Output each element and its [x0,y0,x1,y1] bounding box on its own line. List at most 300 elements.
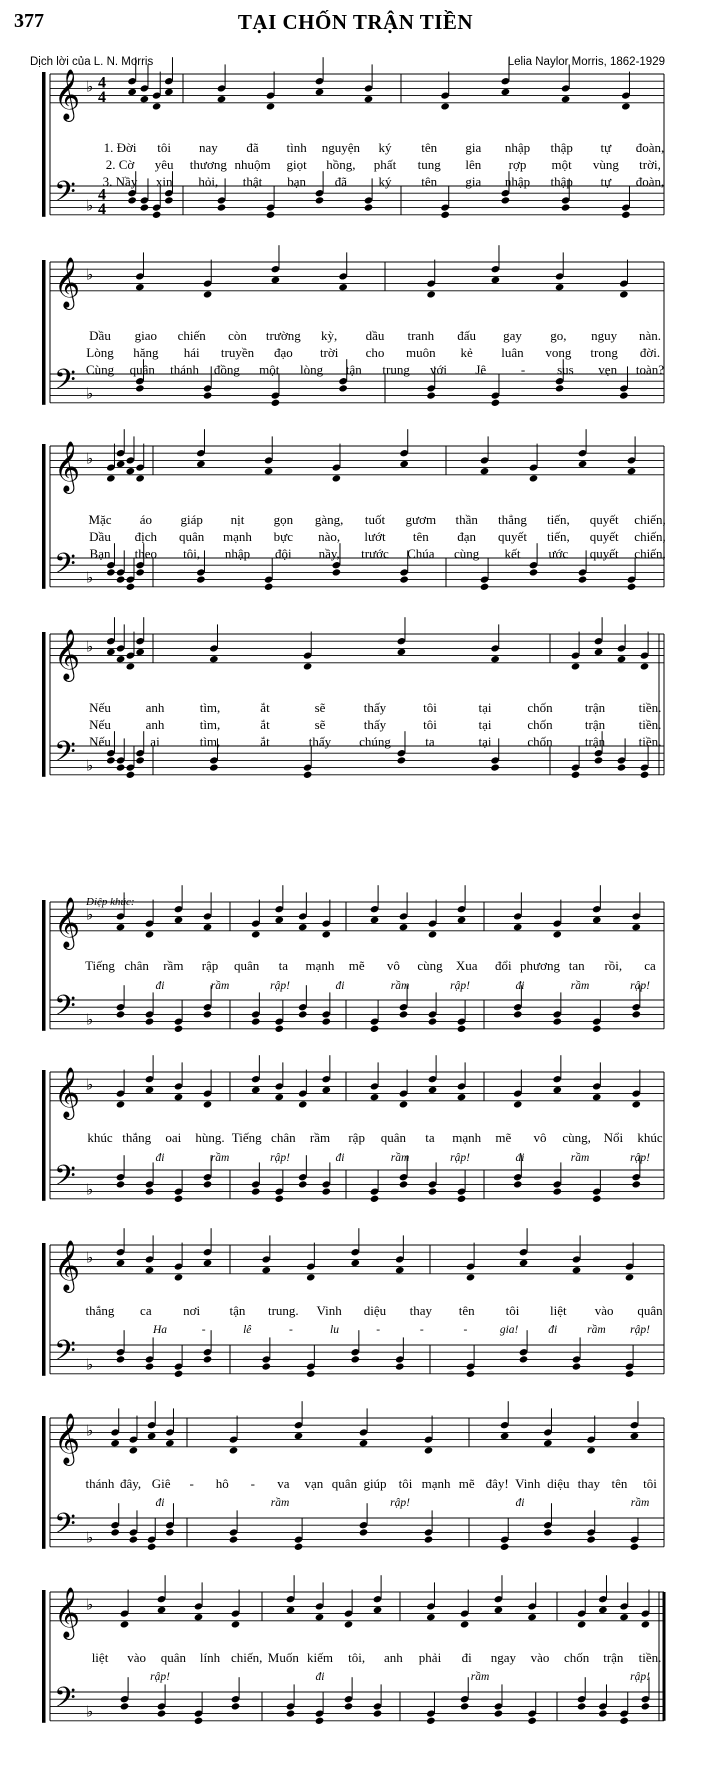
flat-icon: ♭ [86,905,94,924]
bass-word: - [419,1324,424,1336]
lyric-word: nay [198,140,218,155]
lyric-word: ngay [490,1650,516,1665]
lyric-word: diệu [363,1303,387,1318]
bass-word: gia! [499,1324,519,1336]
lyric-word: lên [465,157,482,172]
lyric-word: chân [271,1130,296,1145]
lyric-word: tìm, [199,717,221,732]
lyric-word: vào [594,1303,614,1318]
lyric-word: bạn [287,174,307,189]
lyric-word: Nếu [89,700,111,715]
treble-clef-icon: 𝄞 [54,896,81,948]
lyric-word: ta [425,734,435,749]
lyric-word: đấu [457,328,477,343]
lyric-word: nơi [183,1303,201,1318]
flat-icon: ♭ [86,756,94,775]
lyric-word: - [189,1476,194,1491]
lyric-word: thắng [85,1303,115,1318]
bass-word: rầm [570,980,590,992]
lyric-word: gay [503,328,522,343]
translator-credit: Dịch lời của L. N. Morris [30,56,154,68]
treble-clef-icon: 𝄞 [54,1586,81,1638]
flat-icon: ♭ [86,568,94,587]
lyric-word: mạnh [305,958,335,973]
lyric-word: vô [386,958,400,973]
time-signature: 4 [98,200,106,218]
lyric-word: Muốn [267,1650,299,1665]
treble-clef-icon: 𝄞 [54,256,81,308]
lyric-word: trường [265,328,301,343]
lyric-word: chiến, [634,512,666,527]
flat-icon: ♭ [86,1355,94,1374]
lyric-word: lướt [364,529,386,544]
lyric-word: truyền [220,345,255,360]
lyric-word: Dầu [89,529,111,544]
lyric-word: lính [199,1650,221,1665]
bass-word: rập! [630,1324,650,1336]
bass-clef-icon: 𝄢 [54,735,76,776]
flat-icon: ♭ [86,384,94,403]
lyric-word: giúp [363,1476,387,1491]
hymn-title: TẠI CHỐN TRẬN TIỀN [237,10,474,34]
bass-word: đi [155,980,165,992]
lyric-word: trận [584,734,606,749]
lyric-word: tiền. [638,700,662,715]
lyric-word: toàn? [635,362,665,377]
lyric-word: với [429,362,447,377]
lyric-word: đội [275,546,292,561]
bass-clef-icon: 𝄢 [54,547,76,588]
lyric-word: chốn [527,717,553,732]
lyric-word: mạnh [223,529,252,544]
lyric-word: quân [234,958,260,973]
lyric-word: đây, [119,1476,142,1491]
lyric-word: hùng. [195,1130,225,1145]
lyric-word: anh [145,700,165,715]
lyric-word: cùng, [562,1130,591,1145]
bass-word: rập! [450,980,470,992]
lyric-word: tự [600,140,612,155]
lyric-word: muôn [406,345,436,360]
lyric-word: thấy [308,734,332,749]
bass-word: đi [315,1671,325,1683]
bass-word: đi [335,980,345,992]
lyric-word: hỏi, [198,174,219,189]
lyric-word: trung [382,362,410,377]
lyric-word: tôi [157,140,172,155]
flat-icon: ♭ [86,196,94,215]
lyric-word: Xua [455,958,478,973]
lyric-word: trận [584,700,606,715]
lyric-word: quân [129,362,155,377]
lyric-word: mạnh [452,1130,482,1145]
bass-word: rập! [450,1152,470,1164]
bass-word: Ha [152,1324,168,1336]
lyric-word: phương [520,958,560,973]
lyric-word: Tiếng [231,1130,262,1145]
lyric-word: tên [611,1476,628,1491]
lyric-word: gàng, [314,512,344,527]
hymn-number: 377 [14,10,44,32]
lyric-word: rầm [163,958,184,973]
bass-word: đi [515,1152,525,1164]
lyric-word: rồi, [604,958,623,973]
lyric-word: tôi, [183,546,201,561]
bass-clef-icon: 𝄢 [54,175,76,216]
lyric-word: trước [361,546,389,561]
lyric-word: rợp [508,157,527,172]
lyric-word: vô [533,1130,547,1145]
bass-word: rầm [270,1497,290,1509]
lyric-word: ai [150,734,160,749]
bass-word: đi [515,1497,525,1509]
lyric-word: đạn [457,529,477,544]
lyric-word: Jê [475,362,487,377]
lyric-word: vào [530,1650,550,1665]
lyric-word: chiến, [230,1650,263,1665]
lyric-word: giọt [286,157,307,172]
flat-icon: ♭ [86,77,94,96]
lyric-word: hô [215,1476,229,1491]
lyric-word: tôi [505,1303,520,1318]
lyric-word: ắt [260,717,270,732]
lyric-word: chúng [359,734,391,749]
lyric-word: giáp [180,512,203,527]
bass-word: rập! [390,1497,410,1509]
lyric-word: Cùng [85,362,115,377]
lyric-word: một [259,362,280,377]
bass-word: rập! [630,1152,650,1164]
bass-word: đi [155,1497,165,1509]
lyric-word: quyết [498,529,527,544]
lyric-word: sus [557,362,574,377]
lyric-word: còn [228,328,247,343]
treble-clef-icon: 𝄞 [54,1412,81,1464]
lyric-word: thấy [363,717,387,732]
lyric-word: hái [183,345,200,360]
bass-word: - [288,1324,293,1336]
flat-icon: ♭ [86,1248,94,1267]
lyric-word: gươm [405,512,437,527]
lyric-word: ta [425,1130,435,1145]
bass-clef-icon: 𝄢 [54,1681,76,1722]
lyric-word: ắt [260,734,270,749]
treble-clef-icon: 𝄞 [54,1066,81,1118]
flat-icon: ♭ [86,1180,94,1199]
lyric-word: ký [378,140,392,155]
flat-icon: ♭ [86,265,94,284]
bass-word: - [376,1324,381,1336]
lyric-word: một [551,157,572,172]
time-signature: 4 [98,88,106,106]
lyric-word: Chúa [407,546,435,561]
lyric-word: vẹn [598,362,618,377]
lyric-word: Giê [151,1476,171,1491]
lyric-word: đồng [213,362,240,377]
lyric-word: tên [458,1303,475,1318]
lyric-word: mẽ [458,1476,475,1491]
lyric-word: chân [124,958,149,973]
lyric-word: ca [140,1303,152,1318]
bass-clef-icon: 𝄢 [54,1507,76,1548]
lyric-word: đã [246,140,259,155]
lyric-word: Vinh [316,1303,342,1318]
lyric-word: tôi, [348,1650,366,1665]
lyric-word: Dầu [89,328,111,343]
lyric-word: quân [160,1650,186,1665]
lyric-word: quyết [589,512,619,527]
lyric-word: vào [127,1650,147,1665]
lyric-word: áo [139,512,152,527]
lyric-word: tên [421,140,438,155]
lyric-word: Nếu [89,734,111,749]
lyric-word: sẽ [314,717,326,732]
lyric-word: tìm, [199,700,221,715]
lyric-word: gọn [273,512,294,527]
flat-icon: ♭ [86,1421,94,1440]
lyric-word: gia [465,140,482,155]
lyric-word: trời [319,345,339,360]
lyric-word: đời. [639,345,661,360]
lyric-word: tôi [423,700,437,715]
lyric-word: - [250,1476,255,1491]
lyric-word: chốn [527,734,553,749]
lyric-word: phải [418,1650,442,1665]
lyric-word: sẽ [314,700,326,715]
bass-word: lê [243,1324,252,1336]
lyric-word: bực [273,529,293,544]
bass-word: đi [155,1152,165,1164]
lyric-word: đây! [485,1476,509,1491]
lyric-word: Vinh [515,1476,541,1491]
lyric-word: cho [365,345,385,360]
lyric-word: - [520,362,526,377]
bass-clef-icon: 𝄢 [54,989,76,1030]
bass-word: rầm [587,1324,606,1336]
lyric-word: địch [134,529,158,544]
lyric-word: chiến [177,328,206,343]
time-signature: 4 [98,74,106,92]
lyric-word: tiến, [546,529,570,544]
bass-word: rập! [630,980,650,992]
treble-clef-icon: 𝄞 [54,68,81,120]
bass-word: rập! [270,1152,290,1164]
lyric-word: thập [550,174,573,189]
treble-clef-icon: 𝄞 [54,440,81,492]
flat-icon: ♭ [86,1528,94,1547]
bass-word: rầm [390,1152,410,1164]
lyric-word: chốn [527,700,553,715]
lyric-word: go, [550,328,567,343]
lyric-word: thập [550,140,573,155]
lyric-word: mẽ [348,958,365,973]
lyric-word: đi [461,1650,472,1665]
lyric-word: tên [421,174,438,189]
lyric-word: tên [412,529,429,544]
lyric-word: hồng, [326,157,356,172]
lyric-word: quyết [589,546,619,561]
lyric-word: đoàn, [635,140,665,155]
lyric-word: đoàn, [635,174,665,189]
bass-word: rầm [210,1152,230,1164]
lyric-word: tại [478,700,492,715]
lyric-word: Tiếng [85,958,115,973]
lyric-word: tiến, [546,512,570,527]
flat-icon: ♭ [86,637,94,656]
lyric-word: mạnh [421,1476,451,1491]
lyric-word: quân [637,1303,663,1318]
bass-word: - [201,1324,206,1336]
lyric-word: quân [380,1130,406,1145]
lyric-word: tôi [423,717,437,732]
lyric-word: thẳng [498,512,527,527]
lyric-word: theo [134,546,158,561]
lyric-word: rập [348,1130,365,1145]
lyric-word: nàn. [638,328,662,343]
lyric-word: luân [501,345,524,360]
lyric-word: thương [189,157,227,172]
lyric-word: cùng [454,546,480,561]
bass-clef-icon: 𝄢 [54,1334,76,1375]
lyric-word: chiến, [634,529,666,544]
lyric-word: hăng [133,345,159,360]
lyric-word: kết [504,546,521,561]
refrain-label: Điệp khúc: [86,896,135,908]
lyric-word: chốn [564,1650,590,1665]
flat-icon: ♭ [86,449,94,468]
lyric-word: nguy [591,328,618,343]
lyric-word: đã [334,174,347,189]
lyric-word: quyết [589,529,619,544]
flat-icon: ♭ [86,1595,94,1614]
lyric-word: oai [165,1130,182,1145]
lyric-word: 2. Cờ [105,157,135,172]
bass-word: rầm [390,980,410,992]
lyric-word: thay [409,1303,433,1318]
lyric-word: tìm, [199,734,221,749]
lyric-word: liệt [550,1303,567,1318]
lyric-word: trận [603,1650,624,1665]
lyric-word: quân [331,1476,358,1491]
lyric-word: giao [134,328,158,343]
lyric-word: tuốt [364,512,386,527]
lyric-word: trung. [267,1303,299,1318]
bass-word: đi [515,980,525,992]
lyric-word: thánh [85,1476,115,1491]
lyric-word: Bạn [89,546,111,561]
lyric-word: cùng [417,958,443,973]
bass-word: rập! [270,980,290,992]
lyric-word: đổi [495,958,512,973]
lyric-word: rập [201,958,219,973]
lyric-word: tranh [407,328,435,343]
lyric-word: vạn [304,1476,324,1491]
lyric-word: tại [478,717,492,732]
lyric-word: ước [548,546,569,561]
lyric-word: tôi [398,1476,413,1491]
lyric-word: thánh [170,362,200,377]
lyric-word: Lòng [86,345,114,360]
lyric-word: nguyện [321,140,360,155]
lyric-word: gia [465,174,482,189]
time-signature: 4 [98,186,106,204]
lyric-word: Nổi [603,1130,624,1145]
lyric-word: tung [417,157,441,172]
flat-icon: ♭ [86,1010,94,1029]
lyric-word: tự [600,174,612,189]
lyric-word: phất [373,157,397,172]
lyric-word: nhập [504,140,531,155]
lyric-word: tôi [643,1476,657,1491]
lyric-word: Mặc [88,512,112,527]
lyric-word: nhuộm [234,157,271,172]
lyric-word: tận [345,362,362,377]
lyric-word: tiền. [638,1650,662,1665]
lyric-word: đạo [273,345,293,360]
lyric-word: vong [545,345,572,360]
treble-clef-icon: 𝄞 [54,1239,81,1291]
lyric-word: tại [478,734,492,749]
lyric-word: liệt [91,1650,109,1665]
lyric-word: tan [568,958,585,973]
lyric-word: nhập [224,546,251,561]
lyric-word: kiếm [307,1650,333,1665]
lyric-word: trời, [639,157,661,172]
flat-icon: ♭ [86,1075,94,1094]
lyric-word: nầy, [318,546,340,561]
lyric-word: dầu [365,328,385,343]
lyric-word: trong [590,345,618,360]
lyric-word: ắt [260,700,270,715]
lyric-word: kẻ [460,345,473,360]
lyric-word: vùng [592,157,619,172]
lyric-word: trận [584,717,606,732]
lyric-word: khúc [637,1130,663,1145]
lyric-word: tiền. [638,717,662,732]
lyric-word: anh [383,1650,403,1665]
lyric-word: 1. Đời [103,140,137,155]
lyric-word: 3. Nầy [102,174,138,189]
bass-word: rập! [630,1671,650,1683]
lyric-word: ký [378,174,392,189]
lyric-word: nhập [504,174,531,189]
lyric-word: yêu [154,157,174,172]
lyric-word: thấy [363,700,387,715]
bass-word: - [463,1324,468,1336]
lyric-word: thật [242,174,263,189]
lyric-word: chiến, [634,546,666,561]
lyric-word: ta [278,958,289,973]
bass-word: rầm [570,1152,590,1164]
bass-word: rầm [470,1671,490,1683]
bass-word: rập! [150,1671,170,1683]
composer-credit: Lelia Naylor Morris, 1862-1929 [507,56,665,68]
bass-clef-icon: 𝄢 [54,1159,76,1200]
lyric-word: nịt [230,512,245,527]
lyric-word: lòng [299,362,324,377]
lyric-word: mẽ [495,1130,512,1145]
lyric-word: tình [286,140,307,155]
lyric-word: quân [179,529,205,544]
bass-clef-icon: 𝄢 [54,363,76,404]
lyric-word: thắng [122,1130,152,1145]
lyric-word: ca [644,958,656,973]
lyric-word: rầm [309,1130,331,1145]
lyric-word: khúc [87,1130,113,1145]
bass-word: rầm [630,1497,650,1509]
lyric-word: thay [577,1476,601,1491]
bass-word: rầm [210,980,230,992]
